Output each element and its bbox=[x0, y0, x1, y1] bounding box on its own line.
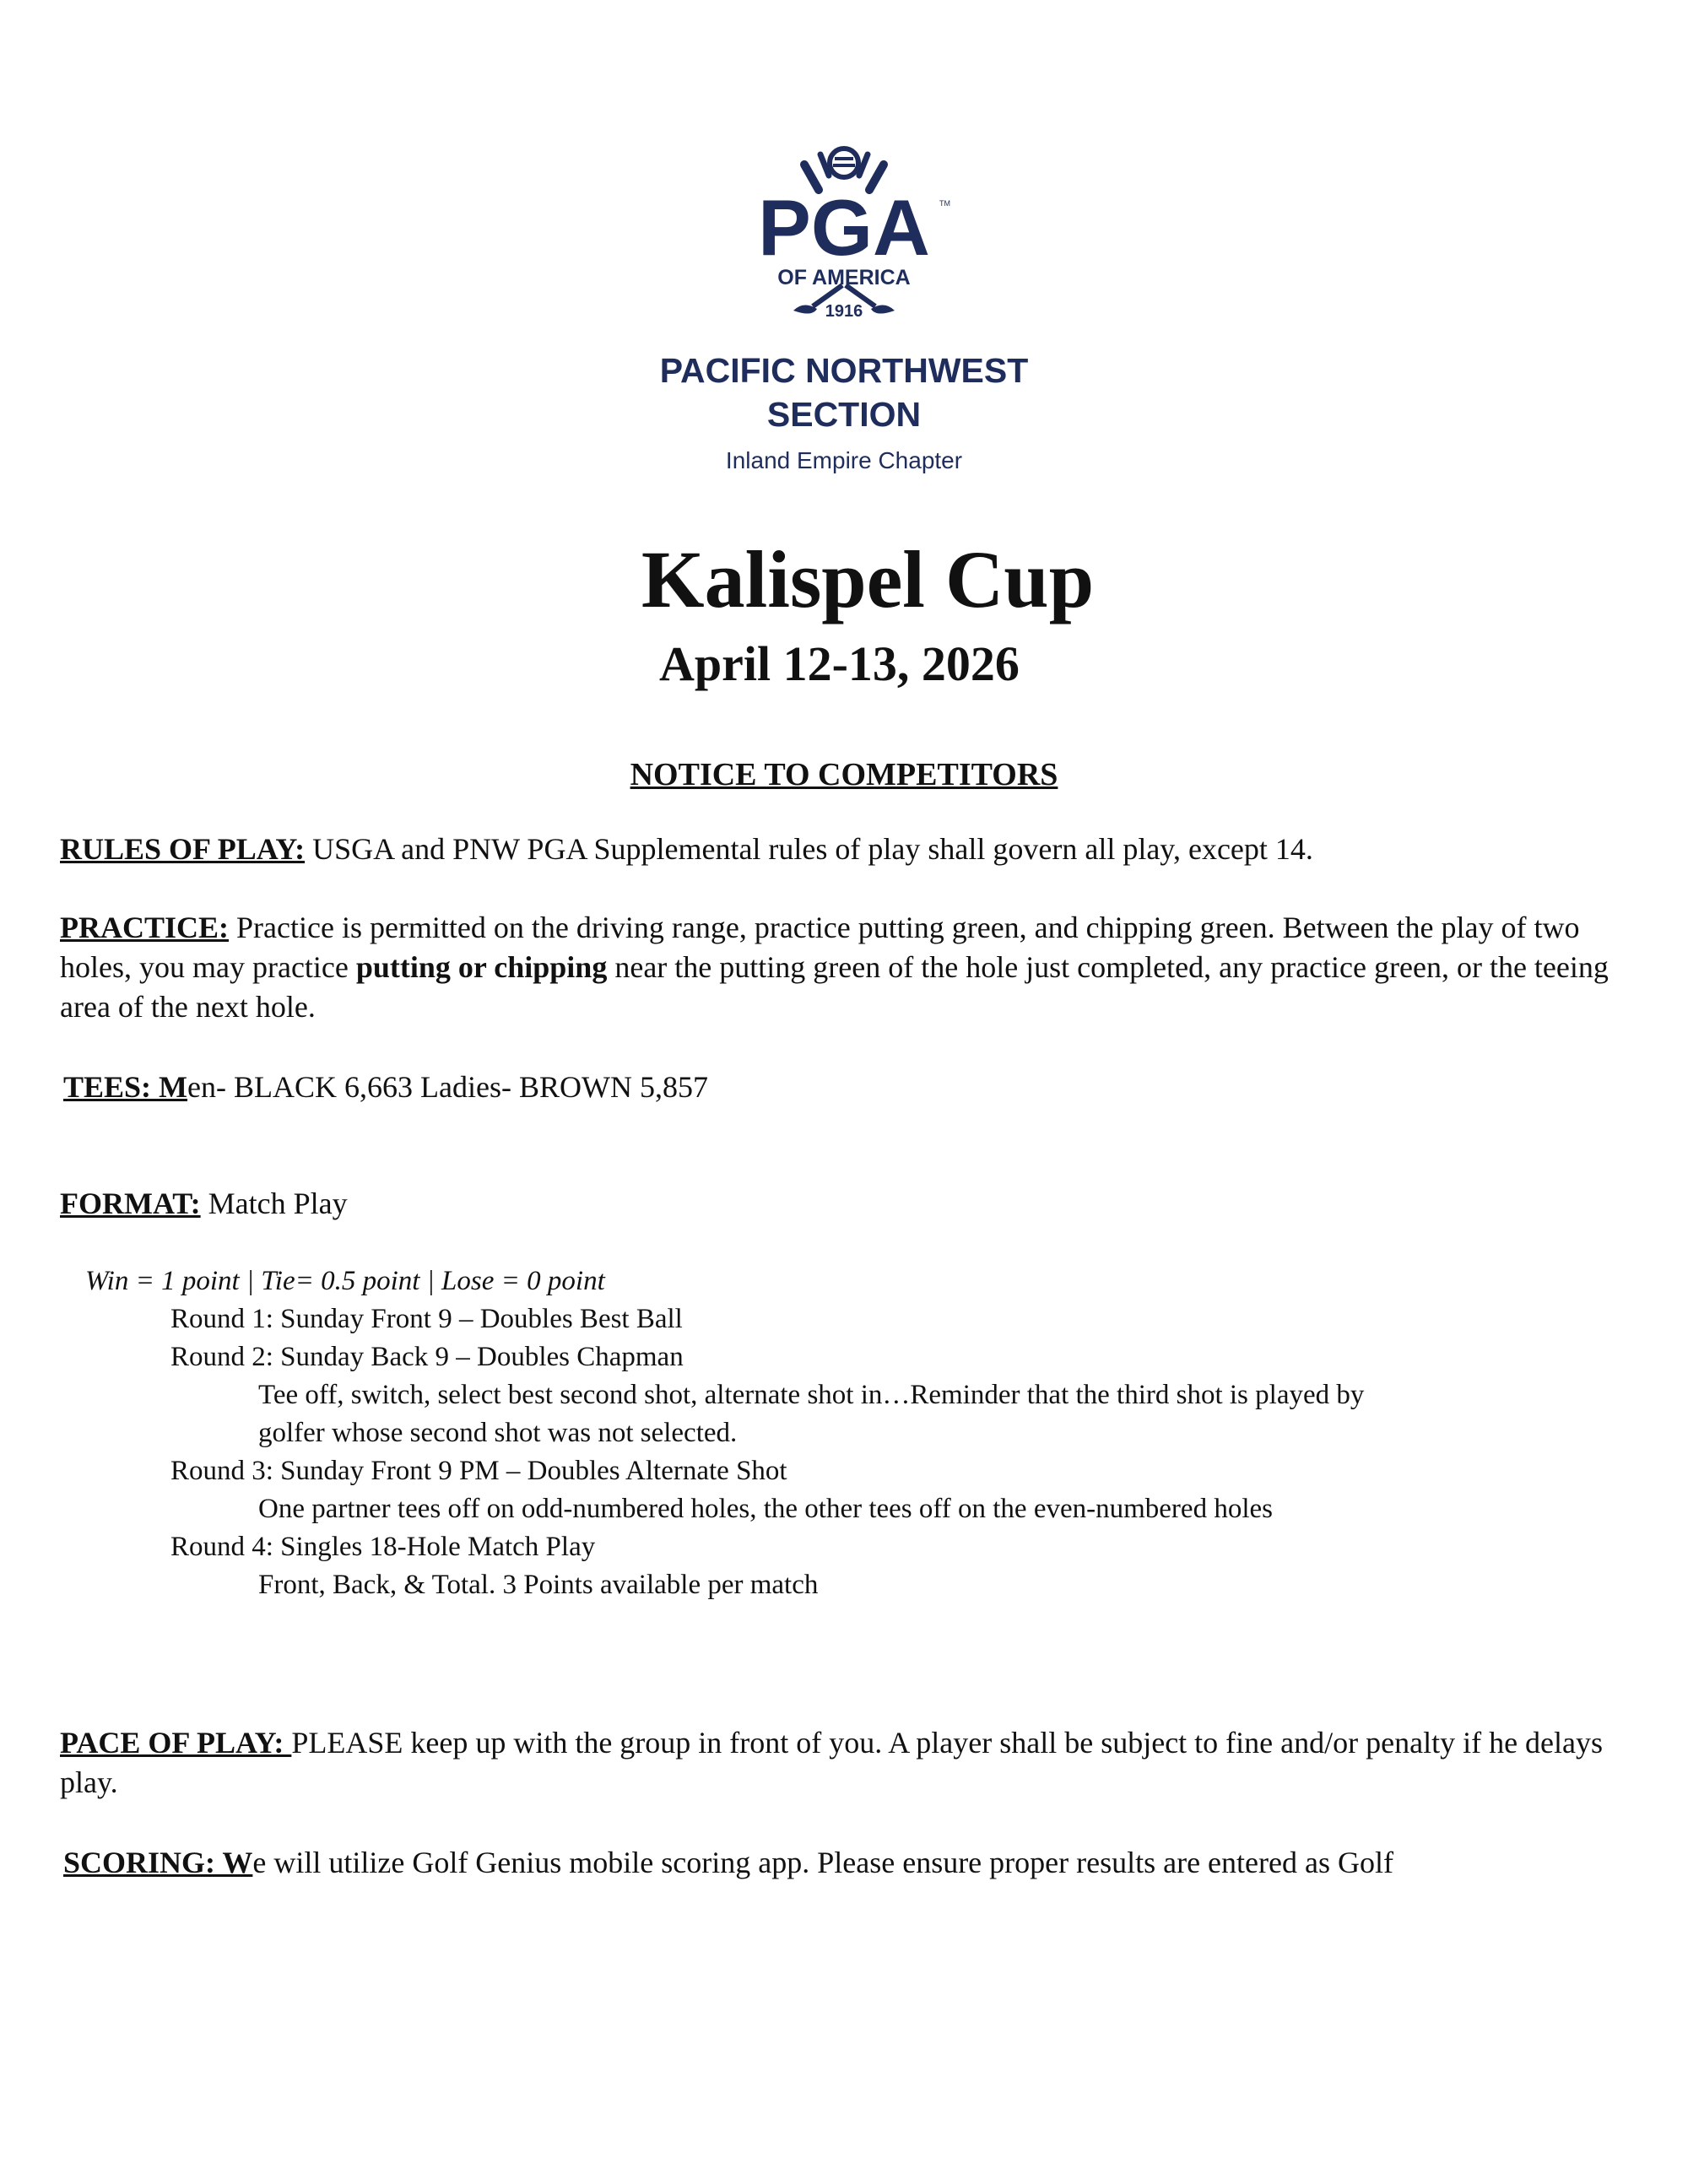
pga-pnw-logo bbox=[0, 143, 1688, 481]
chapter-name: Inland Empire Chapter bbox=[725, 447, 963, 473]
scoring-label: SCORING: W bbox=[63, 1846, 253, 1879]
practice-emphasis: putting or chipping bbox=[355, 950, 608, 984]
rules-of-play-label: RULES OF PLAY: bbox=[60, 832, 306, 866]
tees-label: TEES: M bbox=[63, 1070, 188, 1104]
practice-text-1: Practice is permitted on the driving range, practice putting green, and chipping green. Between the play of two holes, you may practice bbox=[60, 911, 1580, 984]
practice-label: PRACTICE: bbox=[60, 911, 230, 944]
scoring-text: e will utilize Golf Genius mobile scoring app. Please ensure proper results are entered as Golf bbox=[252, 1846, 1393, 1879]
pace-of-play-label: PACE OF PLAY: bbox=[60, 1726, 292, 1760]
event-date: April 12-13, 2026 bbox=[659, 636, 1020, 691]
format-section bbox=[60, 1184, 1647, 1224]
pga-crest bbox=[591, 143, 1097, 481]
round-4-description: Front, Back, & Total. 3 Points available per match bbox=[258, 1570, 819, 1600]
round-3-description: One partner tees off on odd-numbered holes, the other tees off on the even-numbered holes bbox=[258, 1494, 1273, 1524]
round-4: Round 4: Singles 18-Hole Match Play bbox=[170, 1532, 596, 1562]
rules-of-play-text: USGA and PNW PGA Supplemental rules of play shall govern all play, except 14. bbox=[305, 832, 1313, 866]
pace-of-play-text: PLEASE keep up with the group in front of you. A player shall be subject to fine and/or penalty if he delays play. bbox=[60, 1726, 1604, 1799]
of-america-text: OF AMERICA bbox=[777, 266, 911, 289]
event-title bbox=[0, 533, 1688, 626]
scoring-points: Win = 1 point | Tie= 0.5 point | Lose = 0 point bbox=[85, 1266, 605, 1296]
round-3: Round 3: Sunday Front 9 PM – Doubles Alternate Shot bbox=[170, 1456, 787, 1486]
rules-of-play-section bbox=[60, 830, 1647, 869]
format-text: Match Play bbox=[200, 1187, 348, 1220]
practice-text-2: near the putting green of the hole just completed, any practice green, or the teeing area of the next hole. bbox=[60, 950, 1609, 1024]
pace-of-play-section bbox=[60, 1723, 1647, 1803]
tees-section bbox=[63, 1068, 1650, 1107]
founded-year: 1916 bbox=[825, 302, 863, 321]
section-name-line2: SECTION bbox=[766, 395, 922, 434]
pga-wordmark: PGA bbox=[758, 183, 930, 272]
trademark: TM bbox=[939, 199, 950, 208]
notice-heading: NOTICE TO COMPETITORS bbox=[630, 757, 1058, 792]
event-title-text: Kalispel Cup bbox=[641, 534, 1095, 624]
golf-ball-icon bbox=[830, 149, 858, 177]
format-label: FORMAT: bbox=[60, 1187, 201, 1220]
practice-section bbox=[60, 908, 1647, 1027]
round-2-description-2: golfer whose second shot was not selected. bbox=[258, 1418, 738, 1448]
section-name-line1: PACIFIC NORTHWEST bbox=[659, 351, 1029, 390]
round-2: Round 2: Sunday Back 9 – Doubles Chapman bbox=[170, 1342, 684, 1372]
tees-text: en- BLACK 6,663 Ladies- BROWN 5,857 bbox=[187, 1070, 708, 1104]
scoring-section bbox=[63, 1843, 1650, 1883]
round-2-description-1: Tee off, switch, select best second shot, alternate shot in…Reminder that the third shot is played by bbox=[258, 1380, 1365, 1410]
round-1: Round 1: Sunday Front 9 – Doubles Best Ball bbox=[170, 1304, 683, 1334]
